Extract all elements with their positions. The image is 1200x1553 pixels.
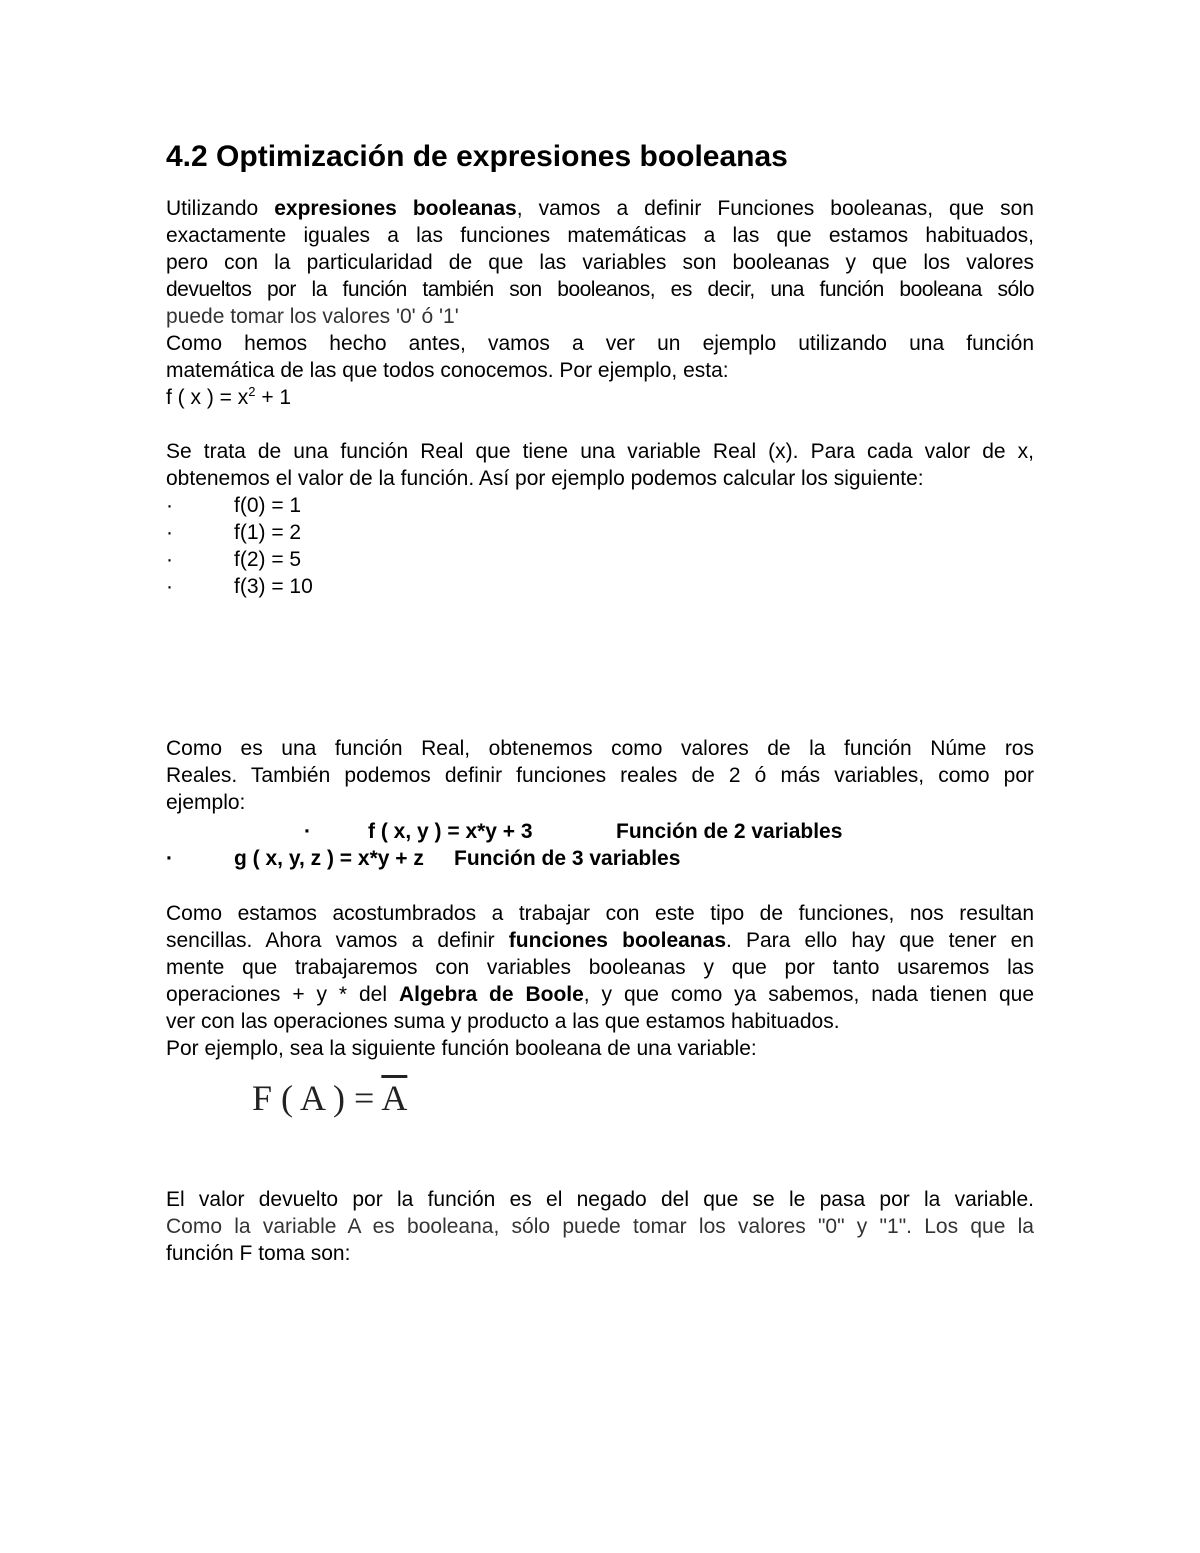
paragraph-real-function bbox=[166, 438, 1034, 492]
paragraph-line: devueltos por la función también son booleanos, es decir, una función booleana sólo bbox=[166, 278, 1034, 301]
multi-variable-list bbox=[166, 818, 1034, 872]
paragraph-line: Utilizando expresiones booleanas, vamos a definir Funciones booleanas, que son bbox=[166, 197, 1034, 220]
paragraph-line: Como es una función Real, obtenemos como valores de la función Núme ros bbox=[166, 737, 1034, 760]
paragraph-boolean-functions bbox=[166, 900, 1034, 1062]
list-item: · g ( x, y, z ) = x*y + z Función de 3 variables bbox=[166, 847, 681, 870]
bold-term: expresiones booleanas bbox=[274, 197, 517, 220]
paragraph-line: matemática de las que todos conocemos. Por ejemplo, esta: bbox=[166, 359, 729, 382]
paragraph-line: obtenemos el valor de la función. Así por ejemplo podemos calcular los siguiente: bbox=[166, 467, 924, 490]
paragraph-line: pero con la particularidad de que las variables son booleanas y que los valores bbox=[166, 251, 1034, 274]
paragraph-line: mente que trabajaremos con variables booleanas y que por tanto usaremos las bbox=[166, 956, 1034, 979]
paragraph-line: Como estamos acostumbrados a trabajar con este tipo de funciones, nos resultan bbox=[166, 902, 1034, 925]
paragraph-line: Reales. También podemos definir funciones reales de 2 ó más variables, como por bbox=[166, 764, 1034, 787]
list-item: · f(0) = 1 bbox=[166, 494, 302, 517]
paragraph-line: puede tomar los valores '0' ó '1' bbox=[166, 305, 459, 328]
paragraph-line: operaciones + y * del Algebra de Boole, y que como ya sabemos, nada tienen que bbox=[166, 983, 1034, 1006]
list-item: · f(2) = 5 bbox=[166, 548, 302, 571]
bold-term: funciones booleanas bbox=[508, 929, 726, 952]
paragraph-line: sencillas. Ahora vamos a definir funciones booleanas. Para ello hay que tener en bbox=[166, 929, 1034, 952]
paragraph-line: Como hemos hecho antes, vamos a ver un ejemplo utilizando una función bbox=[166, 332, 1034, 355]
paragraph-line: Se trata de una función Real que tiene una variable Real (x). Para cada valor de x, bbox=[166, 440, 1034, 463]
examples-list bbox=[166, 492, 1034, 600]
paragraph-real-values bbox=[166, 735, 1034, 816]
bold-term: Algebra de Boole bbox=[398, 983, 584, 1006]
negated-variable: $\overline{A}$ bbox=[381, 1078, 408, 1118]
paragraph-line: Por ejemplo, sea la siguiente función booleana de una variable: bbox=[166, 1037, 757, 1060]
boolean-formula: F ( A ) = $\overline{A}$ bbox=[252, 1078, 408, 1118]
paragraph-line: función F toma son: bbox=[166, 1242, 351, 1265]
paragraph-intro bbox=[166, 195, 1034, 330]
list-item: · f ( x, y ) = x*y + 3 Función de 2 variables bbox=[304, 820, 843, 843]
paragraph-line: ver con las operaciones suma y producto a las que estamos habituados. bbox=[166, 1010, 840, 1033]
section-title: 4.2 Optimización de expresiones booleanas bbox=[166, 140, 788, 173]
list-item: · f(1) = 2 bbox=[166, 521, 302, 544]
list-item: · f(3) = 10 bbox=[166, 575, 313, 598]
paragraph-line: exactamente iguales a las funciones matemáticas a las que estamos habituados, bbox=[166, 224, 1034, 247]
equation-fx: f ( x ) = $x^2 + 1$ bbox=[166, 384, 292, 409]
paragraph-negation bbox=[166, 1186, 1034, 1267]
paragraph-line: Como la variable A es booleana, sólo puede tomar los valores "0" y "1". Los que la bbox=[166, 1215, 1034, 1238]
paragraph-line: El valor devuelto por la función es el negado del que se le pasa por la variable. bbox=[166, 1188, 1034, 1211]
paragraph-line: ejemplo: bbox=[166, 791, 246, 814]
paragraph-example-intro bbox=[166, 330, 1034, 411]
